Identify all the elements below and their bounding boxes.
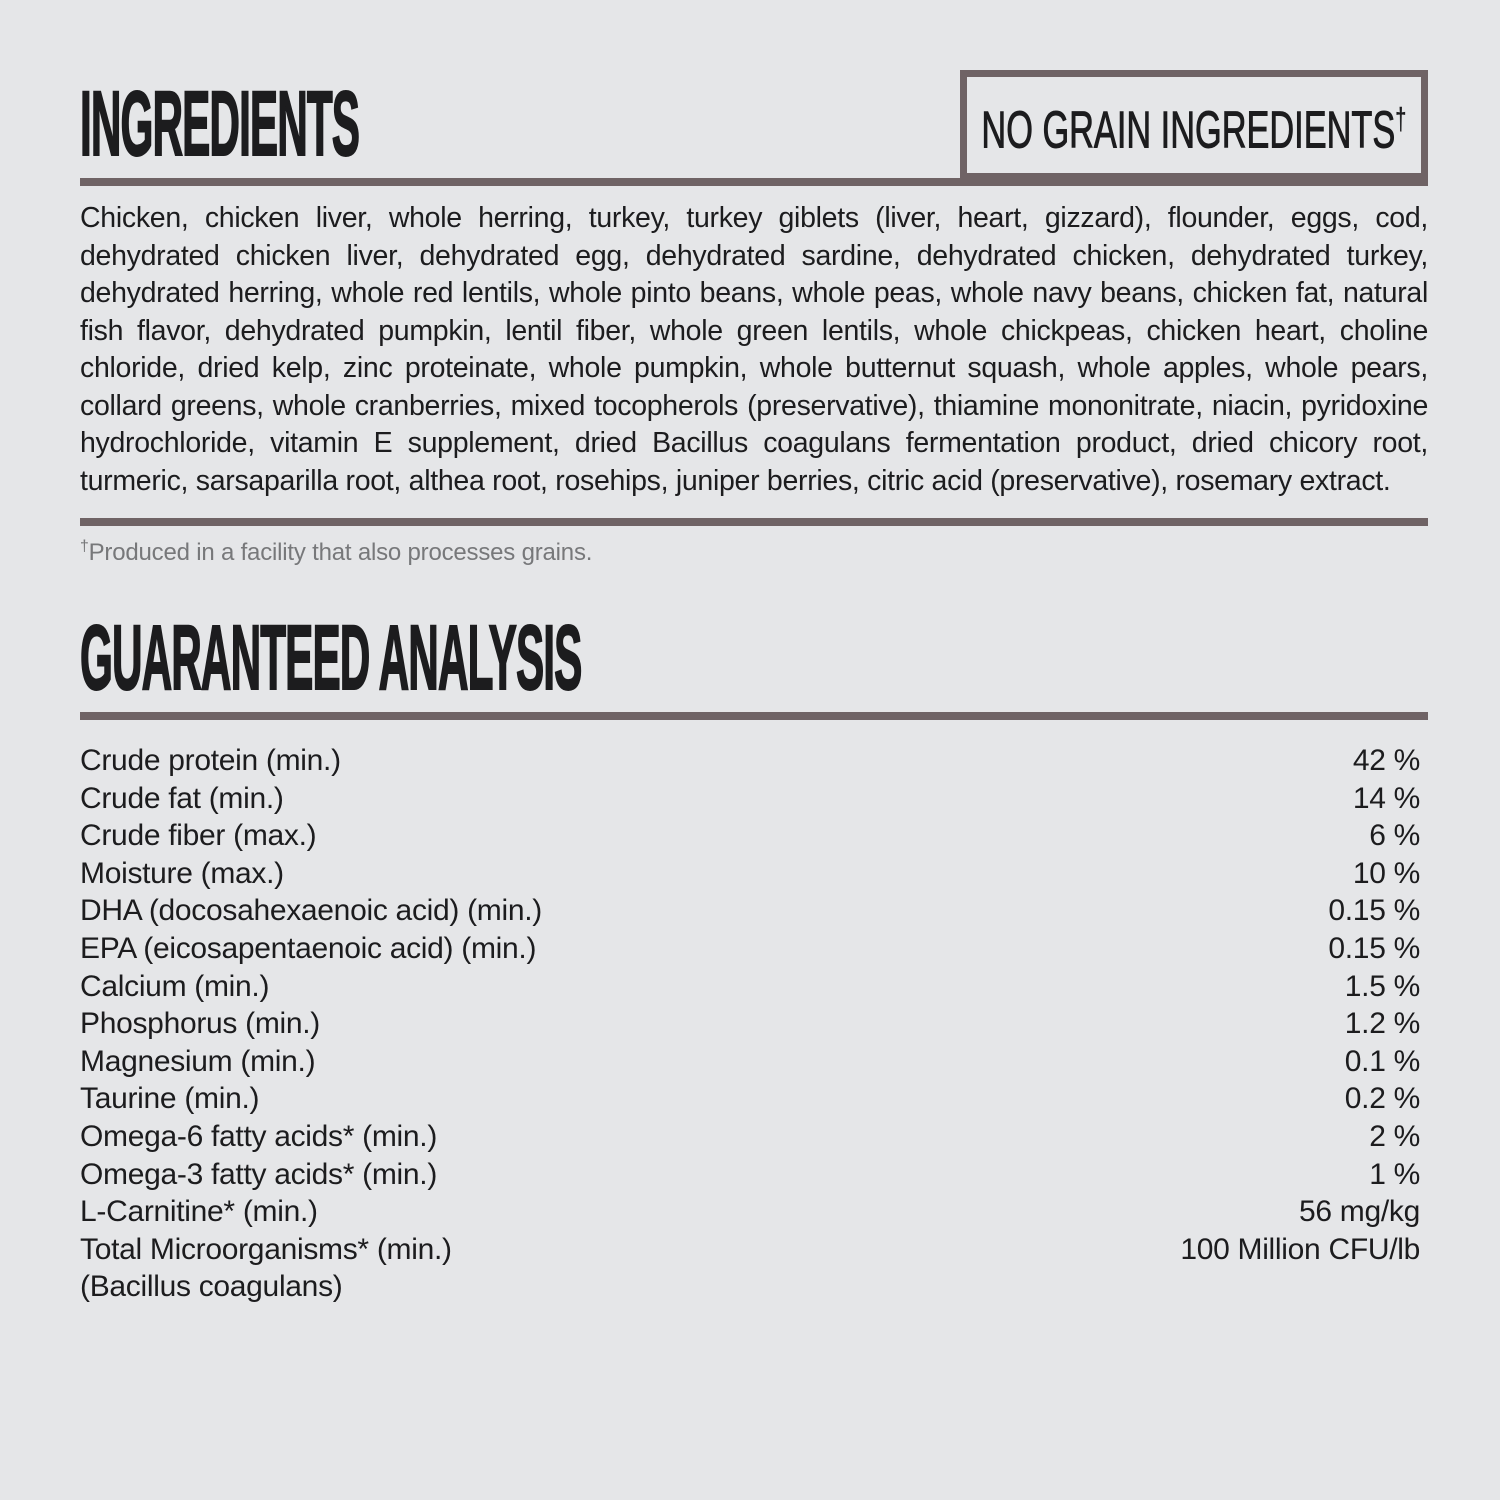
no-grain-badge-label: NO GRAIN INGREDIENTS xyxy=(981,101,1396,160)
analysis-row-label: (Bacillus coagulans) xyxy=(80,1270,343,1304)
analysis-row xyxy=(80,1080,1428,1118)
analysis-row-label: Magnesium (min.) xyxy=(80,1044,316,1078)
analysis-divider xyxy=(80,712,1428,720)
analysis-row xyxy=(80,742,1428,780)
analysis-row-value: 100 Million CFU/lb xyxy=(1180,1232,1420,1266)
analysis-row-label: Crude fat (min.) xyxy=(80,781,284,815)
analysis-row xyxy=(80,1005,1428,1043)
analysis-row-value: 1.5 % xyxy=(1344,969,1420,1003)
analysis-row-value: 42 % xyxy=(1352,744,1420,777)
no-grain-dagger: † xyxy=(1395,102,1407,136)
no-grain-badge-text xyxy=(981,94,1407,160)
footnote-text: Produced in a facility that also processes grains. xyxy=(88,539,593,566)
analysis-row xyxy=(80,968,1428,1006)
analysis-row-value: 56 mg/kg xyxy=(1299,1195,1420,1229)
analysis-row-label: Crude fiber (max.) xyxy=(80,819,317,853)
analysis-row-value: 0.15 % xyxy=(1328,894,1420,928)
analysis-row-label: Total Microorganisms* (min.) xyxy=(80,1232,452,1266)
no-grain-badge xyxy=(960,70,1428,180)
analysis-row xyxy=(80,780,1428,818)
analysis-row-value: 2 % xyxy=(1369,1119,1420,1153)
analysis-row xyxy=(80,892,1428,930)
analysis-row-value: 1.2 % xyxy=(1344,1007,1420,1041)
analysis-row xyxy=(80,1231,1428,1269)
analysis-row xyxy=(80,1156,1428,1194)
analysis-row-label: DHA (docosahexaenoic acid) (min.) xyxy=(80,894,542,928)
analysis-row xyxy=(80,1043,1428,1081)
analysis-row-value: 1 % xyxy=(1369,1157,1420,1191)
analysis-row-value: 10 % xyxy=(1352,856,1420,890)
label-content xyxy=(80,0,1428,1306)
footnote-dagger: † xyxy=(80,538,89,555)
analysis-row xyxy=(80,930,1428,968)
guaranteed-analysis-title: GUARANTEED ANALYSIS xyxy=(80,607,582,709)
grain-footnote xyxy=(80,532,1428,568)
analysis-row-label: Calcium (min.) xyxy=(80,969,270,1003)
analysis-row-label: Phosphorus (min.) xyxy=(80,1007,320,1041)
analysis-row-label: Moisture (max.) xyxy=(80,856,284,890)
analysis-row xyxy=(80,817,1428,855)
analysis-row xyxy=(80,1193,1428,1231)
ingredients-text: Chicken, chicken liver, whole herring, turkey, turkey giblets (liver, heart, gizzard), flounder, eggs, cod, dehydrated chicken liver, dehydrated egg, dehydrated sardine, dehydrated chicken, dehydrated turkey, dehydrated herring, whole red lentils, whole pinto beans, whole peas, whole navy beans, chicken fat, natural fish flavor, dehydrated pumpkin, lentil fiber, whole green lentils, whole chickpeas, chicken heart, choline chloride, dried kelp, zinc proteinate, whole pumpkin, whole butternut squash, whole apples, whole pears, collard greens, whole cranberries, mixed tocopherols (preservative), thiamine mononitrate, niacin, pyridoxine hydrochloride, vitamin E supplement, dried Bacillus coagulans fermentation product, dried chicory root, turmeric, sarsaparilla root, althea root, rosehips, juniper berries, citric acid (preservative), rosemary extract. xyxy=(80,202,1428,497)
analysis-row xyxy=(80,855,1428,893)
analysis-row xyxy=(80,1118,1428,1156)
analysis-row-label: EPA (eicosapentaenoic acid) (min.) xyxy=(80,931,537,965)
analysis-row-label: Omega-6 fatty acids* (min.) xyxy=(80,1119,438,1153)
footnote-divider xyxy=(80,518,1428,526)
analysis-row-value: 0.2 % xyxy=(1344,1082,1420,1116)
analysis-row-value: 0.15 % xyxy=(1328,931,1420,965)
ingredients-title: INGREDIENTS xyxy=(80,73,360,175)
analysis-row-label: Omega-3 fatty acids* (min.) xyxy=(80,1157,438,1191)
analysis-row-value: 14 % xyxy=(1352,781,1420,815)
analysis-row-label: Crude protein (min.) xyxy=(80,744,341,777)
analysis-row-label: Taurine (min.) xyxy=(80,1082,260,1116)
analysis-row-label: L-Carnitine* (min.) xyxy=(80,1195,318,1229)
analysis-row-value: 0.1 % xyxy=(1344,1044,1420,1078)
analysis-row-value: 6 % xyxy=(1369,819,1420,853)
guaranteed-analysis-table xyxy=(80,742,1428,1306)
analysis-row xyxy=(80,1268,1428,1306)
